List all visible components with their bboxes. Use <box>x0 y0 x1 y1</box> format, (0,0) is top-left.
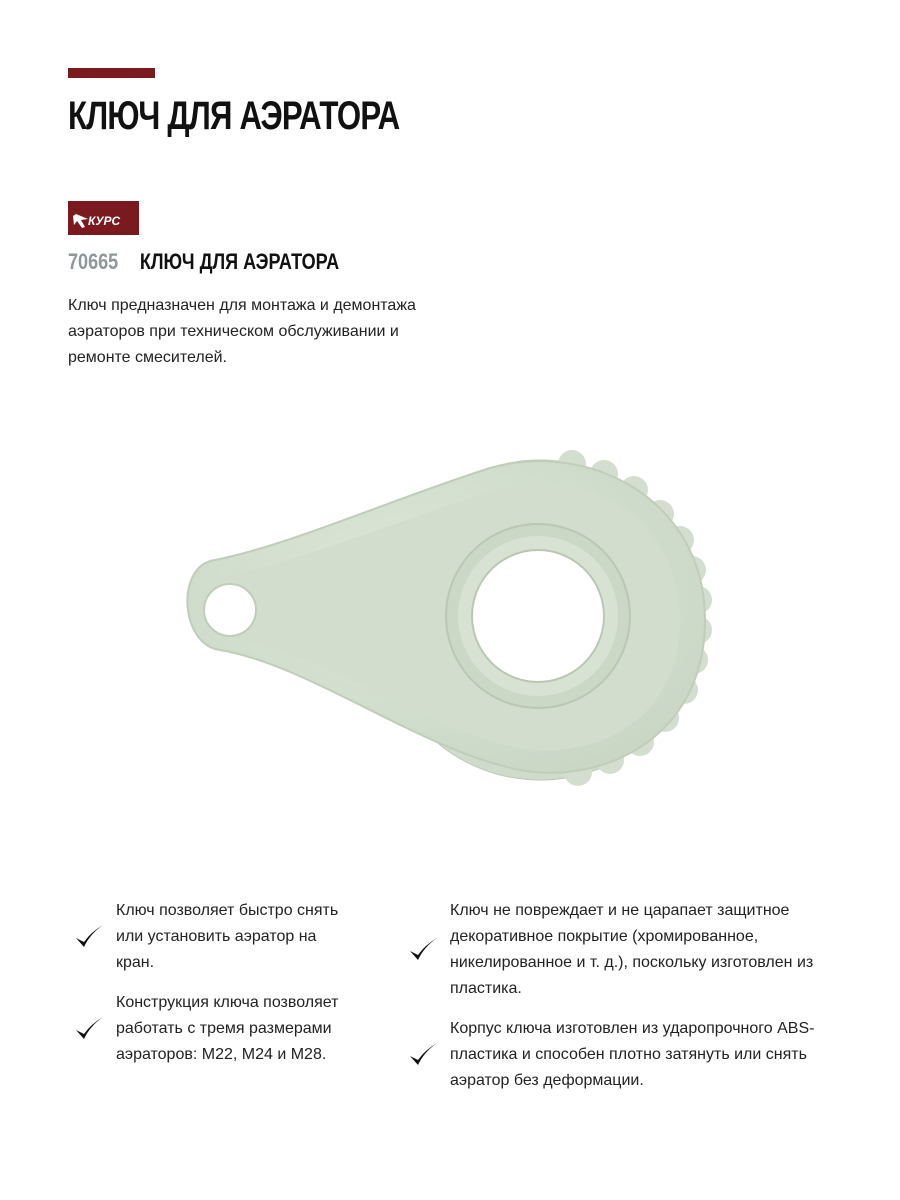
checkmark-icon <box>72 920 106 954</box>
title-accent-bar <box>68 68 155 78</box>
checkmark-icon <box>406 1038 440 1072</box>
product-description: Ключ предназначен для монтажа и демонтажа аэраторов при техническом обслуживании и ремонте смесителей. <box>68 297 416 366</box>
feature-text: Конструкция ключа позволяет работать с тремя размерами аэраторов: М22, М24 и М28. <box>116 994 339 1063</box>
feature-text: Ключ не повреждает и не царапает защитное декоративное покрытие (хромированное, никелированное и т. д.), поскольку изготовлен из пластика. <box>450 902 814 997</box>
checkmark-icon <box>72 1012 106 1046</box>
feature-text: Корпус ключа изготовлен из ударопрочного ABS-пластика и способен плотно затянуть или снять аэратор без деформации. <box>450 1020 815 1089</box>
feature-item <box>72 990 372 1068</box>
brand-logo <box>68 201 139 235</box>
product-sku: 70665 <box>68 249 119 274</box>
kurs-logo-icon <box>68 201 139 235</box>
feature-text: Ключ позволяет быстро снять или установить аэратор на кран. <box>116 902 339 971</box>
product-name: КЛЮЧ ДЛЯ АЭРАТОРА <box>139 249 340 274</box>
feature-item <box>72 898 372 976</box>
checkmark-icon <box>406 933 440 967</box>
aerator-key-image <box>160 440 740 800</box>
logo-text: КУРС <box>88 214 121 228</box>
page-title: КЛЮЧ ДЛЯ АЭРАТОРА <box>68 94 400 138</box>
product-heading <box>68 248 339 276</box>
feature-item <box>406 898 846 1002</box>
feature-item <box>406 1016 846 1094</box>
